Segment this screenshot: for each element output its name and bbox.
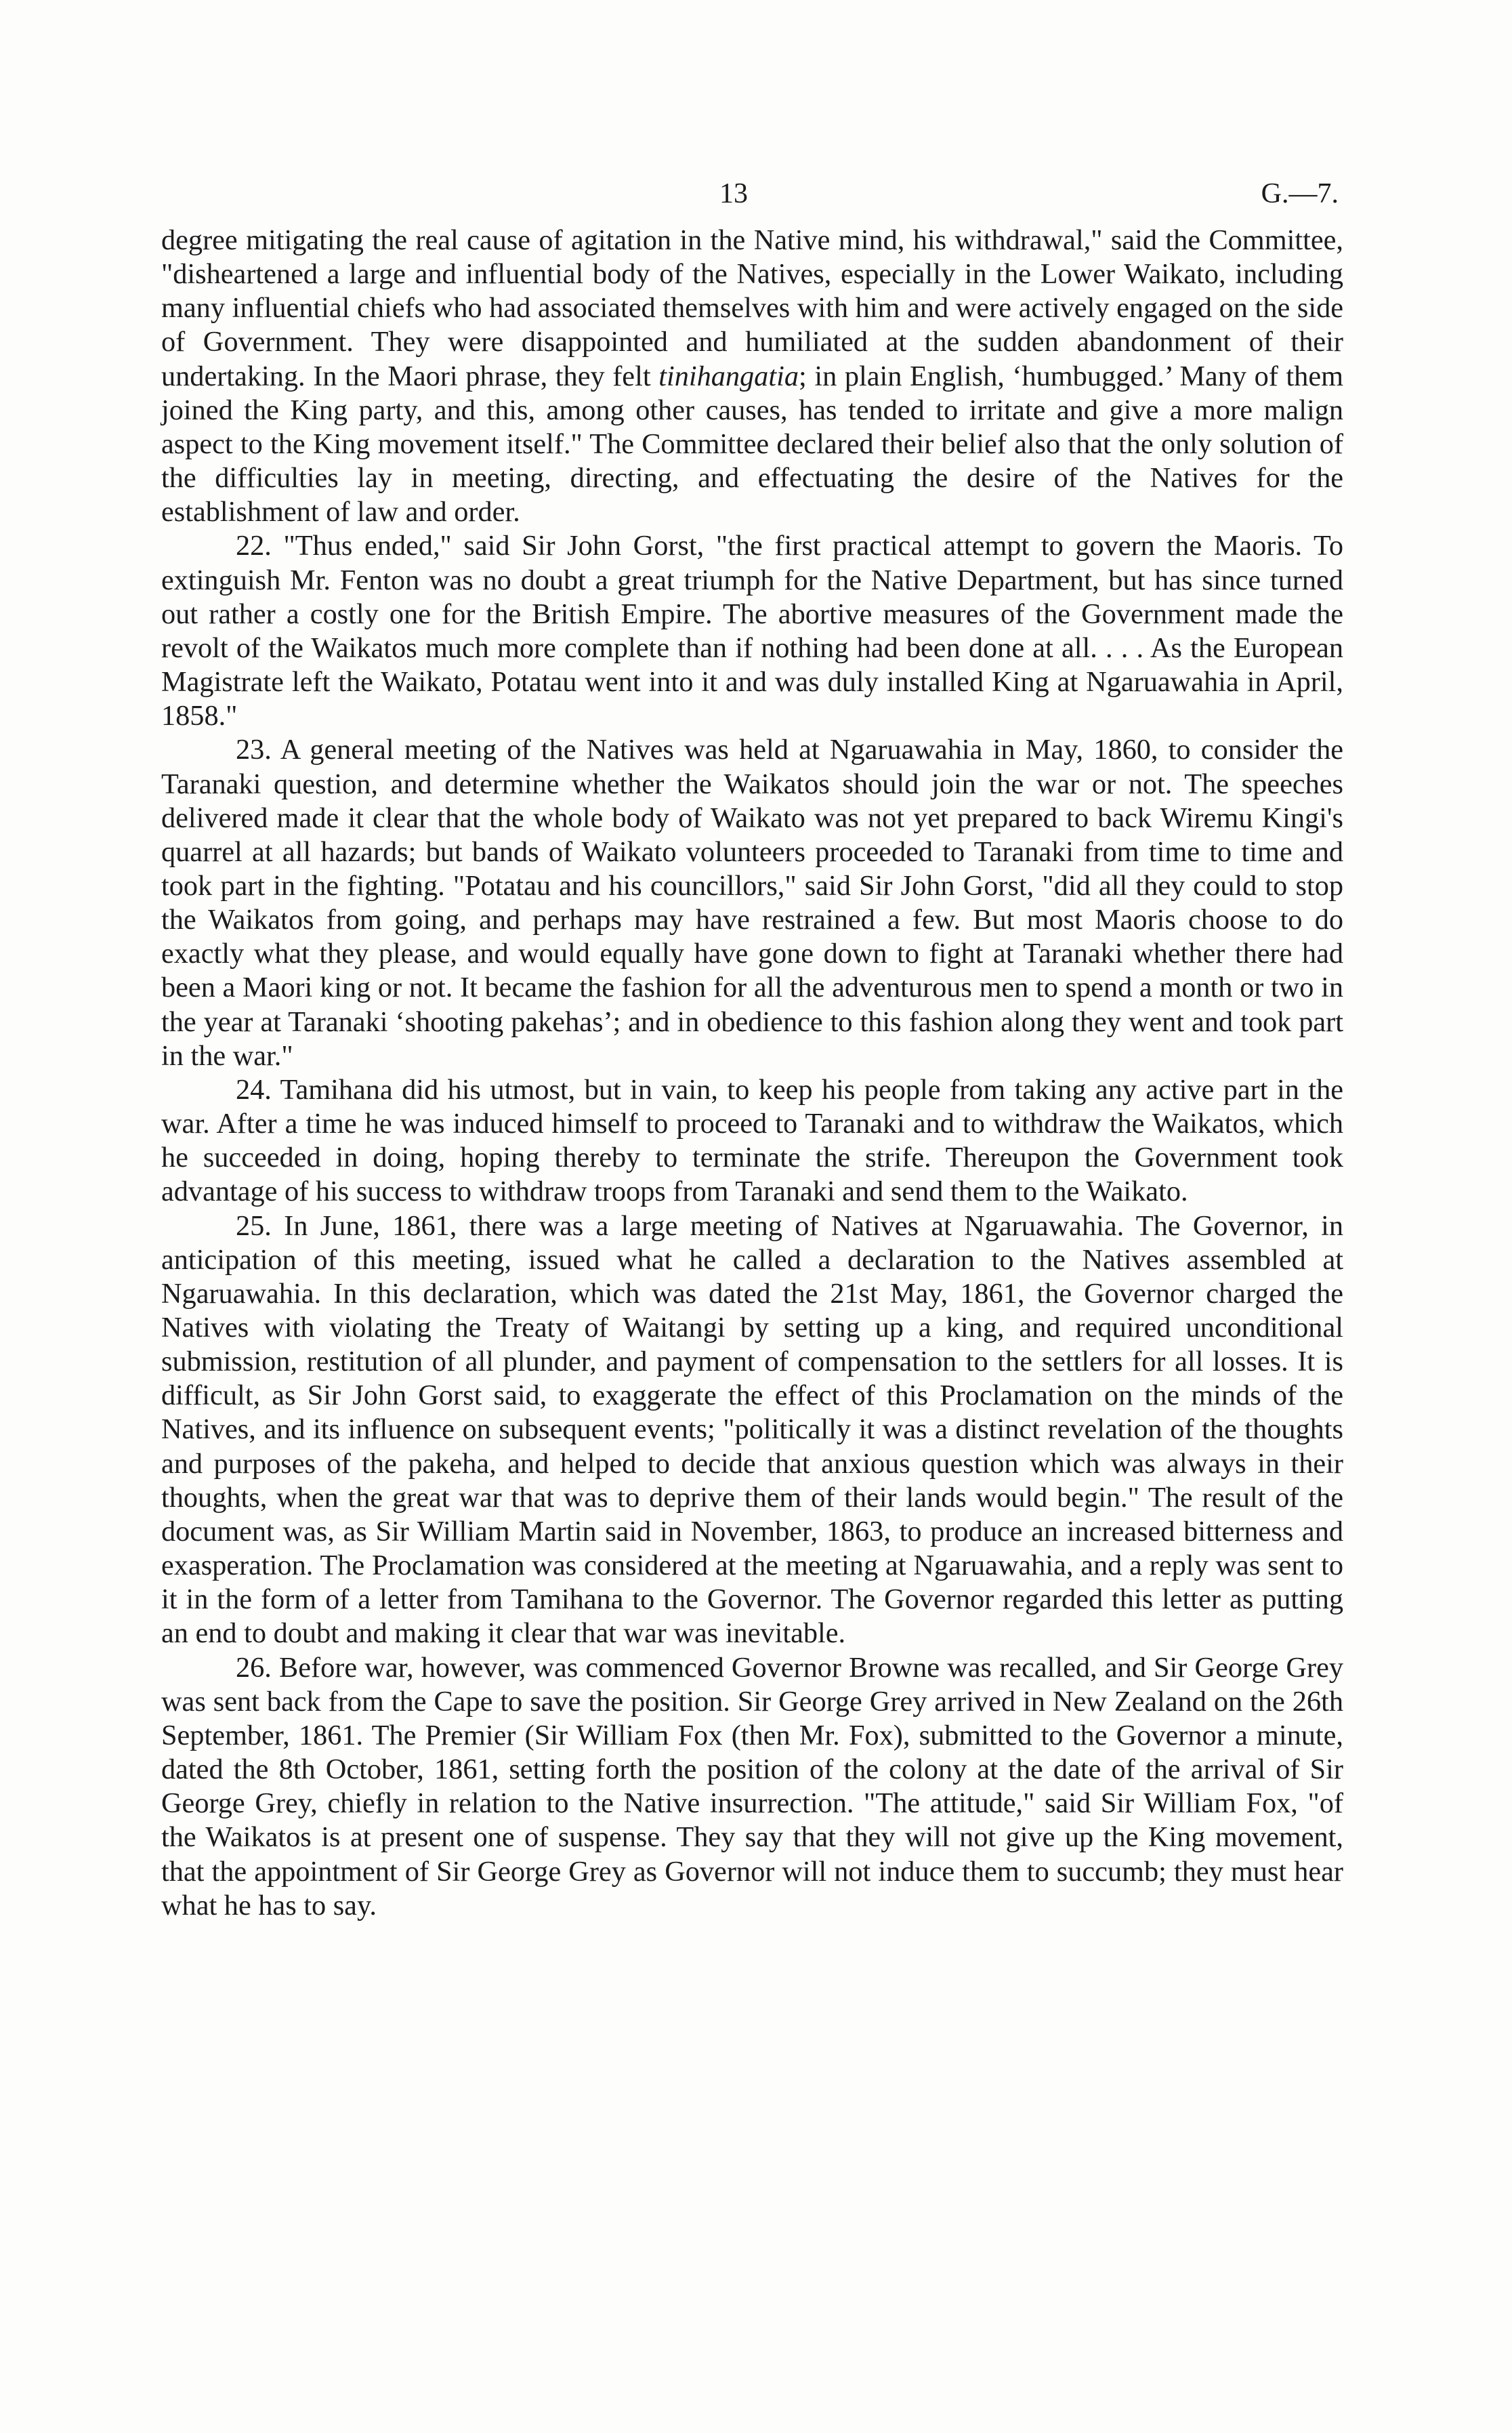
text-run: degree mitigating the real cause of agitation in the Native mind, his withdrawal," said the Committee, "disheartened a large and influential body of the Natives, especially in the Lower Waikato, including many influential chiefs who had associated themselves with him and were actively engaged on the side of Government. They were disappointed and humiliated at the sudden abandonment of their undertaking. In the Maori phrase, they felt [161,224,1343,392]
paragraph-24: 24. Tamihana did his utmost, but in vain, to keep his people from taking any active part in the war. After a time he was induced himself to proceed to Taranaki and to withdraw the Waikatos, which he succeeded in doing, hoping thereby to terminate the strife. Thereupon the Government took advantage of his success to withdraw troops from Taranaki and send them to the Waikato. [161,1073,1343,1208]
paragraph-23: 23. A general meeting of the Natives was held at Ngaruawahia in May, 1860, to consider the Taranaki question, and determine whether the Waikatos should join the war or not. The speeches delivered made it clear that the whole body of Waikato was not yet prepared to back Wiremu Kingi's quarrel at all hazards; but bands of Waikato volunteers proceeded to Taranaki from time to time and took part in the fighting. "Potatau and his councillors," said Sir John Gorst, "did all they could to stop the Waikatos from going, and perhaps may have restrained a few. But most Maoris choose to do exactly what they please, and would equally have gone down to fight at Taranaki whether there had been a Maori king or not. It became the fashion for all the adventurous men to spend a month or two in the year at Taranaki ‘shooting pakehas’; and in obedience to this fashion along they went and took part in the war." [161,734,1343,1072]
page-header [0,178,1512,218]
document-reference: G.—7. [1261,178,1339,209]
body-text [161,224,1343,1923]
maori-term: tinihangatia [658,360,799,392]
paragraph-26: 26. Before war, however, was commenced Governor Browne was recalled, and Sir George Grey was sent back from the Cape to save the position. Sir George Grey arrived in New Zealand on the 26th September, 1861. The Premier (Sir William Fox (then Mr. Fox), submitted to the Governor a minute, dated the 8th October, 1861, setting forth the position of the colony at the date of the arrival of Sir George Grey, chiefly in relation to the Native insurrection. "The attitude," said Sir William Fox, "of the Waikatos is at present one of suspense. They say that they will not give up the King movement, that the appointment of Sir George Grey as Governor will not induce them to succumb; they must hear what he has to say. [161,1651,1343,1921]
paragraph-continued [161,224,1343,529]
text-run: ; in plain English, ‘humbugged.’ Many of them joined the King party, and this, among other causes, has tended to irritate and give a more malign aspect to the King movement itself." The Committee declared their belief also that the only solution of the difficulties lay in meeting, directing, and effectuating the desire of the Natives for the establishment of law and order. [161,360,1343,528]
page-number: 13 [719,178,748,209]
paragraph-25: 25. In June, 1861, there was a large meeting of Natives at Ngaruawahia. The Governor, in anticipation of this meeting, issued what he called a declaration to the Natives assembled at Ngaruawahia. In this declaration, which was dated the 21st May, 1861, the Governor charged the Natives with violating the Treaty of Waitangi by setting up a king, and required unconditional submission, restitution of all plunder, and payment of compensation to the settlers for all losses. It is difficult, as Sir John Gorst said, to exaggerate the effect of this Proclamation on the minds of the Natives, and its influence on subsequent events; "politically it was a distinct revelation of the thoughts and purposes of the pakeha, and helped to decide that anxious question which was always in their thoughts, when the great war that was to deprive them of their lands would begin." The result of the document was, as Sir William Martin said in November, 1863, to produce an increased bitterness and exasperation. The Proclamation was considered at the meeting at Ngaruawahia, and a reply was sent to it in the form of a letter from Tamihana to the Governor. The Governor regarded this letter as putting an end to doubt and making it clear that war was inevitable. [161,1209,1343,1650]
paragraph-22: 22. "Thus ended," said Sir John Gorst, "the first practical attempt to govern the Maoris. To extinguish Mr. Fenton was no doubt a great triumph for the Native Department, but has since turned out rather a costly one for the British Empire. The abortive measures of the Government made the revolt of the Waikatos much more complete than if nothing had been done at all. . . . As the European Magistrate left the Waikato, Potatau went into it and was duly installed King at Ngaruawahia in April, 1858." [161,530,1343,732]
